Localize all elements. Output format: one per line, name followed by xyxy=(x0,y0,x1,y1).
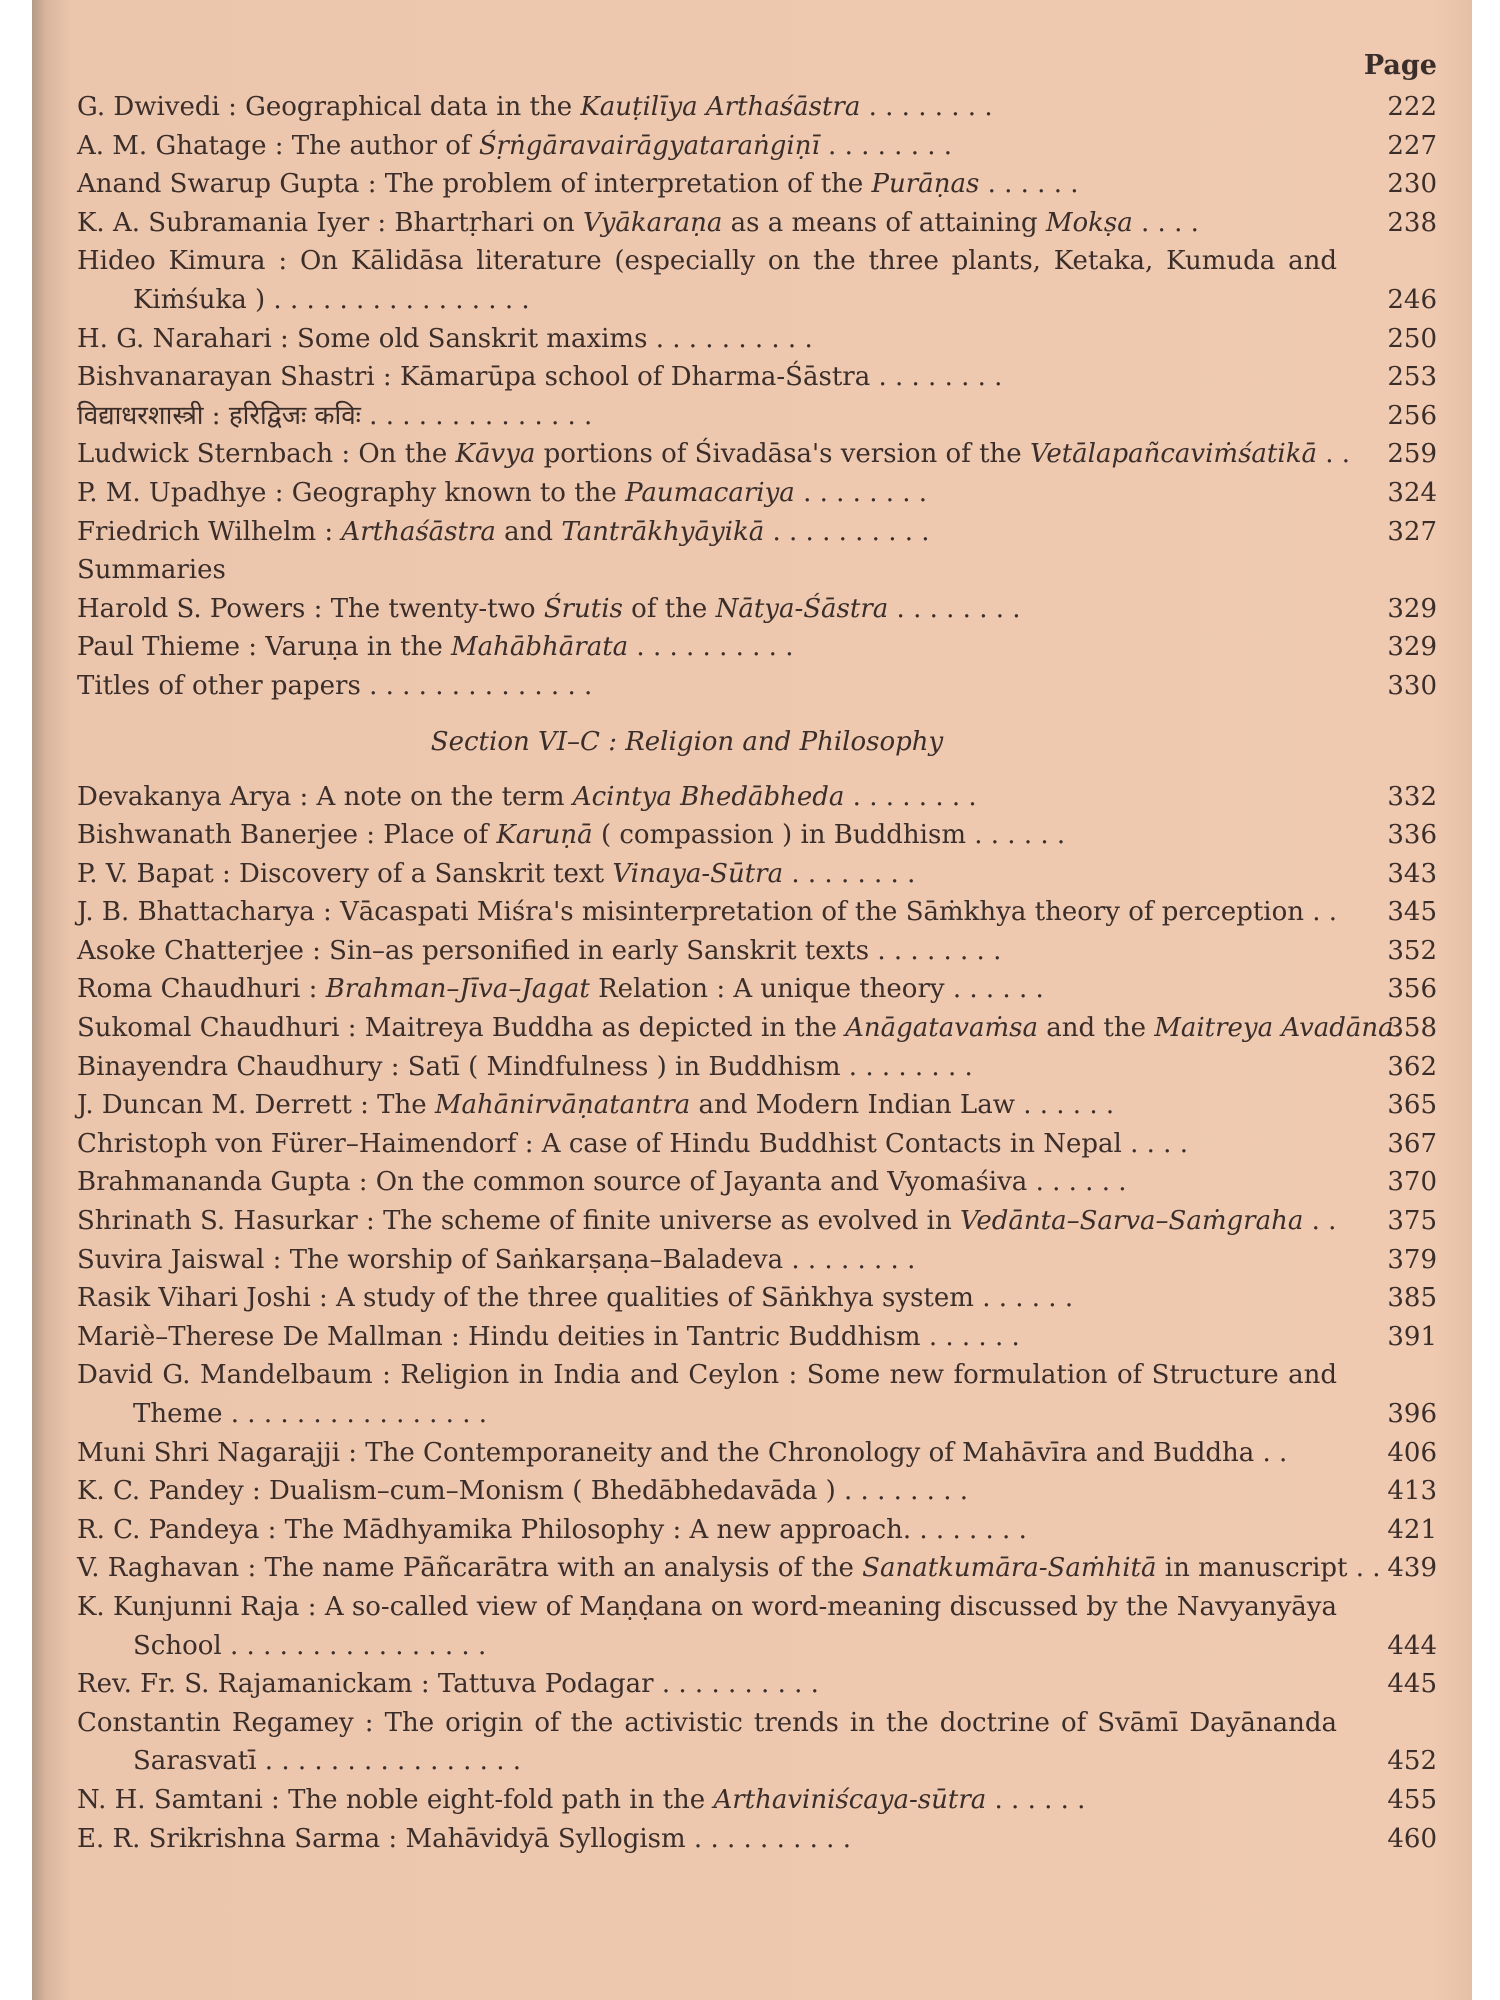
toc-page-number: 250 xyxy=(1387,323,1437,354)
text-segment: Asoke Chatterjee : Sin–as personified in early Sanskrit texts . . . . . . . . xyxy=(77,935,1002,966)
text-segment: David G. Mandelbaum : Religion in India and Ceylon : Some new formulation of Structure and xyxy=(77,1360,1337,1391)
toc-entry-title xyxy=(77,127,1337,166)
italic-title-segment: Maitreya Avadāna. xyxy=(1154,1013,1402,1044)
toc-entry xyxy=(77,628,1437,667)
toc-entry xyxy=(77,1241,1437,1280)
toc-entry xyxy=(77,204,1437,243)
toc-entry-title xyxy=(133,1627,1337,1666)
text-segment: . . . . xyxy=(1132,207,1199,238)
toc-entry xyxy=(77,281,1437,320)
text-segment: and Modern Indian Law . . . . . . xyxy=(690,1090,1115,1121)
toc-page-number: 455 xyxy=(1387,1784,1437,1815)
toc-entry-title xyxy=(77,1820,1337,1859)
toc-entry-title xyxy=(77,1318,1337,1357)
toc-entry xyxy=(77,165,1437,204)
text-segment: School . . . . . . . . . . . . . . . . xyxy=(133,1630,487,1661)
toc-page-number: 385 xyxy=(1387,1283,1437,1314)
toc-entry-title xyxy=(77,1048,1337,1087)
italic-title-segment: Arthaviniścaya-sūtra xyxy=(713,1784,987,1815)
toc-entry-title xyxy=(77,1704,1337,1743)
toc-entry xyxy=(77,358,1437,397)
toc-entry-title xyxy=(77,1279,1337,1318)
text-segment: K. Kunjunni Raja : A so-called view of Maṇḍana on word-meaning discussed by the Navyanyāya xyxy=(77,1591,1337,1622)
text-segment: K. C. Pandey : Dualism–cum–Monism ( Bhedābhedavāda ) . . . . . . . . xyxy=(77,1476,968,1507)
italic-title-segment: Vyākaraṇa xyxy=(583,207,723,238)
text-segment: Harold S. Powers : The twenty-two xyxy=(77,593,544,624)
toc-entry xyxy=(77,816,1437,855)
toc-entry-title xyxy=(77,165,1337,204)
toc-entry xyxy=(77,1781,1437,1820)
italic-title-segment: Purāṇas xyxy=(871,169,980,200)
toc-entry-title xyxy=(77,1125,1337,1164)
text-segment: P. V. Bapat : Discovery of a Sanskrit text xyxy=(77,858,613,889)
toc-entry xyxy=(77,1048,1437,1087)
italic-title-segment: Anāgatavaṁsa xyxy=(845,1013,1038,1044)
toc-entry-title xyxy=(77,1163,1337,1202)
toc-page-number: 421 xyxy=(1387,1514,1437,1545)
text-segment: Constantin Regamey : The origin of the activistic trends in the doctrine of Svāmī Dayānanda xyxy=(77,1707,1337,1738)
toc-entry-title xyxy=(77,435,1351,474)
toc-entry xyxy=(77,1163,1437,1202)
toc-page-number: 230 xyxy=(1387,169,1437,200)
toc-entry xyxy=(77,932,1437,971)
text-segment: V. Raghavan : The name Pāñcarātra with an analysis of the xyxy=(77,1553,863,1584)
italic-title-segment: Kāvya xyxy=(455,439,536,470)
toc-page-number: 375 xyxy=(1387,1206,1437,1237)
toc-page-number: 329 xyxy=(1387,632,1437,663)
italic-title-segment: Nātya-Śāstra xyxy=(715,593,889,624)
toc-entry-title xyxy=(77,1781,1337,1820)
toc-entry xyxy=(77,320,1437,359)
italic-title-segment: Vedānta–Sarva–Saṁgraha xyxy=(959,1206,1304,1237)
toc-entry-title xyxy=(77,88,1337,127)
italic-title-segment: Karuṇā xyxy=(496,820,593,851)
text-segment: Roma Chaudhuri : xyxy=(77,974,326,1005)
toc-entry xyxy=(77,1202,1437,1241)
toc-entry xyxy=(77,1511,1437,1550)
toc-entry-title xyxy=(77,855,1337,894)
text-segment: . . xyxy=(1303,1206,1337,1237)
text-segment: Bishwanath Banerjee : Place of xyxy=(77,820,497,851)
toc-entry-title xyxy=(77,1202,1337,1241)
text-segment: Devakanya Arya : A note on the term xyxy=(77,781,573,812)
toc-page-number: 253 xyxy=(1387,362,1437,393)
toc-entry-title xyxy=(77,1434,1337,1473)
italic-title-segment: Mahānirvāṇatantra xyxy=(434,1090,691,1121)
toc-entry-title xyxy=(77,242,1337,281)
text-segment: Anand Swarup Gupta : The problem of interpretation of the xyxy=(77,169,872,200)
toc-entry-title xyxy=(77,1588,1337,1627)
toc-page-number: 452 xyxy=(1387,1746,1437,1777)
toc-entry-title xyxy=(77,1549,1381,1588)
toc-entry xyxy=(77,590,1437,629)
toc-page-number: 329 xyxy=(1387,593,1437,624)
toc-entry xyxy=(77,1086,1437,1125)
text-segment: Muni Shri Nagarajji : The Contemporaneity and the Chronology of Mahāvīra and Buddha . . xyxy=(77,1437,1288,1468)
italic-title-segment: Brahman–Jīva–Jagat xyxy=(325,974,590,1005)
toc-page-number: 358 xyxy=(1387,1013,1437,1044)
toc-entry xyxy=(77,1009,1437,1048)
toc-page-number: 324 xyxy=(1387,477,1437,508)
toc-entry xyxy=(77,1742,1437,1781)
text-segment: P. M. Upadhye : Geography known to the xyxy=(77,477,626,508)
toc-entry-title xyxy=(77,320,1337,359)
toc-page-number: 352 xyxy=(1387,935,1437,966)
text-segment: Rasik Vihari Joshi : A study of the three qualities of Sāṅkhya system . . . . . . xyxy=(77,1283,1074,1314)
toc-page-number: 365 xyxy=(1387,1090,1437,1121)
text-segment: . . . . . . xyxy=(986,1784,1086,1815)
text-segment: E. R. Srikrishna Sarma : Mahāvidyā Syllogism . . . . . . . . . . xyxy=(77,1823,851,1854)
toc-page-number: 356 xyxy=(1387,974,1437,1005)
toc-page-number: 246 xyxy=(1387,284,1437,315)
italic-title-segment: Mahābhārata xyxy=(451,632,629,663)
text-segment: . . xyxy=(1316,439,1351,470)
toc-entry-title xyxy=(77,590,1337,629)
toc-page-number: 227 xyxy=(1387,130,1437,161)
toc-entry xyxy=(77,397,1437,436)
text-segment: Theme . . . . . . . . . . . . . . . . xyxy=(133,1399,487,1429)
toc-entry-title xyxy=(77,513,1337,552)
text-segment: portions of Śivadāsa's version of the xyxy=(535,439,1030,470)
italic-title-segment: Śrutis xyxy=(543,593,623,624)
text-segment: R. C. Pandeya : The Mādhyamika Philosophy : A new approach. . . . . . . . xyxy=(77,1514,1027,1545)
toc-entry xyxy=(77,1549,1437,1588)
toc-entry xyxy=(77,1356,1437,1395)
toc-entry-title xyxy=(77,1086,1337,1125)
toc-entry xyxy=(77,1318,1437,1357)
toc-entry xyxy=(77,242,1437,281)
toc-entry xyxy=(77,1434,1437,1473)
text-segment: Relation : A unique theory . . . . . . xyxy=(589,974,1044,1005)
toc-entry-title xyxy=(77,397,1337,436)
text-segment: Rev. Fr. S. Rajamanickam : Tattuva Podagar . . . . . . . . . . xyxy=(77,1669,819,1700)
text-segment: . . . . . . . . xyxy=(860,92,993,122)
text-segment: Titles of other papers . . . . . . . . . . . . . . xyxy=(77,670,593,701)
italic-title-segment: Paumacariya xyxy=(625,477,795,508)
toc-page-number: 439 xyxy=(1387,1553,1437,1584)
text-segment: as a means of attaining xyxy=(722,207,1046,238)
text-segment: K. A. Subramania Iyer : Bhartṛhari on xyxy=(77,207,584,238)
toc-entry xyxy=(77,667,1437,706)
toc-page-number: 406 xyxy=(1387,1437,1437,1468)
toc-entry-title xyxy=(133,1742,1337,1781)
text-segment: . . . . . . . . xyxy=(819,130,953,161)
text-segment: Shrinath S. Hasurkar : The scheme of finite universe as evolved in xyxy=(77,1206,960,1237)
toc-entry-title xyxy=(77,1241,1337,1280)
text-segment: Summaries xyxy=(77,555,226,586)
toc-entry-title xyxy=(77,1665,1337,1704)
toc-page-number: 460 xyxy=(1387,1823,1437,1854)
text-segment: . . . . . . . . . . xyxy=(628,632,794,663)
toc-entry xyxy=(77,970,1437,1009)
toc-entry-title xyxy=(77,667,1337,706)
toc-entry-title xyxy=(77,893,1337,932)
text-segment: Paul Thieme : Varuṇa in the xyxy=(77,632,452,663)
toc-page-number: 259 xyxy=(1387,439,1437,470)
toc-entry xyxy=(77,551,1437,590)
toc-list-section-c xyxy=(77,778,1437,1859)
text-segment: Sukomal Chaudhuri : Maitreya Buddha as depicted in the xyxy=(77,1013,846,1044)
toc-entry-title xyxy=(77,1511,1337,1550)
toc-entry-title xyxy=(77,1009,1402,1048)
text-segment: . . . . . . . . xyxy=(844,781,977,812)
text-segment: and xyxy=(495,516,562,547)
toc-page-number: 238 xyxy=(1387,207,1437,238)
toc-entry xyxy=(77,1820,1437,1859)
toc-entry xyxy=(77,1125,1437,1164)
toc-page-number: 362 xyxy=(1387,1051,1437,1082)
toc-page-number: 330 xyxy=(1387,670,1437,701)
italic-title-segment: Śṛṅgāravairāgyataraṅgiṇī xyxy=(478,130,820,161)
toc-page-number: 332 xyxy=(1387,781,1437,812)
page-column-header: Page xyxy=(1363,50,1437,81)
book-page xyxy=(32,0,1472,2000)
section-heading: Section VI–C : Religion and Philosophy xyxy=(430,726,944,757)
toc-page-number: 370 xyxy=(1387,1167,1437,1198)
text-segment: Ludwick Sternbach : On the xyxy=(77,439,456,470)
text-segment: of the xyxy=(622,593,716,624)
text-segment: G. Dwivedi : Geographical data in the xyxy=(77,92,581,122)
toc-page-number: 445 xyxy=(1387,1669,1437,1700)
toc-entry xyxy=(77,127,1437,166)
text-segment: A. M. Ghatage : The author of xyxy=(77,130,479,161)
toc-entry-title xyxy=(77,1356,1337,1395)
toc-entry xyxy=(77,435,1437,474)
toc-entry-title xyxy=(77,474,1337,513)
italic-title-segment: Kauṭilīya Arthaśāstra xyxy=(580,92,861,122)
italic-title-segment: Vetālapañcaviṁśatikā xyxy=(1029,439,1317,470)
toc-entry-title xyxy=(77,1472,1337,1511)
text-segment: Friedrich Wilhelm : xyxy=(77,516,342,547)
italic-title-segment: Tantrākhyāyikā xyxy=(561,516,765,547)
toc-page-number: 391 xyxy=(1387,1321,1437,1352)
toc-entry xyxy=(77,474,1437,513)
text-segment: . . . . . . . . xyxy=(794,477,928,508)
toc-entry xyxy=(77,1665,1437,1704)
toc-entry-title xyxy=(77,358,1337,397)
toc-entry xyxy=(77,1588,1437,1627)
text-segment: Mariè–Therese De Mallman : Hindu deities in Tantric Buddhism . . . . . . xyxy=(77,1321,1020,1352)
text-segment: . . . . . . . . xyxy=(783,858,916,889)
toc-entry xyxy=(77,88,1437,127)
toc-entry-title xyxy=(77,628,1337,667)
text-segment: Brahmananda Gupta : On the common source of Jayanta and Vyomaśiva . . . . . . xyxy=(77,1167,1127,1198)
text-segment: ( compassion ) in Buddhism . . . . . . xyxy=(592,820,1066,851)
text-segment: . . . . . . xyxy=(979,169,1079,200)
toc-page-number: 396 xyxy=(1387,1399,1437,1429)
toc-page-number: 336 xyxy=(1387,820,1437,851)
toc-entry-title xyxy=(77,816,1337,855)
toc-page-number: 345 xyxy=(1387,897,1437,928)
toc-page-number: 444 xyxy=(1387,1630,1437,1661)
text-segment: J. B. Bhattacharya : Vācaspati Miśra's misinterpretation of the Sāṁkhya theory of perception . . xyxy=(77,897,1338,928)
text-segment: Sarasvatī . . . . . . . . . . . . . . . . xyxy=(133,1746,522,1777)
italic-title-segment: Mokṣa xyxy=(1045,207,1133,238)
text-segment: in manuscript . . xyxy=(1156,1553,1381,1584)
toc-entry xyxy=(77,778,1437,817)
toc-entry-title xyxy=(77,778,1337,817)
toc-entry-title xyxy=(133,1395,1337,1434)
text-segment: Bishvanarayan Shastri : Kāmarūpa school of Dharma-Śāstra . . . . . . . . xyxy=(77,362,1003,393)
text-segment: and the xyxy=(1037,1013,1155,1044)
toc-entry xyxy=(77,893,1437,932)
toc-entry-title xyxy=(77,970,1337,1009)
italic-title-segment: Sanatkumāra-Saṁhitā xyxy=(862,1553,1157,1584)
text-segment: Christoph von Fürer–Haimendorf : A case of Hindu Buddhist Contacts in Nepal . . . . xyxy=(77,1128,1188,1159)
text-segment: Binayendra Chaudhury : Satī ( Mindfulness ) in Buddhism . . . . . . . . xyxy=(77,1051,973,1082)
toc-entry-title xyxy=(77,932,1337,971)
toc-entry xyxy=(77,1704,1437,1743)
toc-page-number: 367 xyxy=(1387,1128,1437,1159)
text-segment: . . . . . . . . . . xyxy=(764,516,930,547)
text-segment: विद्याधरशास्त्री : हरिद्विजः कविः . . . . . . . . . . . . . . xyxy=(77,400,593,431)
toc-page-number: 379 xyxy=(1387,1244,1437,1275)
text-segment: Kiṁśuka ) . . . . . . . . . . . . . . . . xyxy=(133,284,530,315)
toc-entry xyxy=(77,1472,1437,1511)
toc-entry-title xyxy=(77,551,1337,590)
toc-entry xyxy=(77,513,1437,552)
toc-page-number: 222 xyxy=(1387,92,1437,122)
text-segment: H. G. Narahari : Some old Sanskrit maxims . . . . . . . . . . xyxy=(77,323,813,354)
italic-title-segment: Arthaśāstra xyxy=(341,516,496,547)
text-segment: Hideo Kimura : On Kālidāsa literature (especially on the three plants, Ketaka, Kumuda and xyxy=(77,246,1337,277)
italic-title-segment: Vinaya-Sūtra xyxy=(612,858,784,889)
toc-page-number: 413 xyxy=(1387,1476,1437,1507)
toc-entry-title xyxy=(133,281,1337,320)
text-segment: Suvira Jaiswal : The worship of Saṅkarṣaṇa–Baladeva . . . . . . . . xyxy=(77,1244,916,1275)
table-of-contents xyxy=(77,50,1437,1858)
toc-entry xyxy=(77,855,1437,894)
toc-entry xyxy=(77,1395,1437,1434)
text-segment: J. Duncan M. Derrett : The xyxy=(77,1090,435,1121)
toc-page-number: 327 xyxy=(1387,516,1437,547)
toc-page-number: 343 xyxy=(1387,858,1437,889)
toc-page-number: 256 xyxy=(1387,400,1437,431)
text-segment: . . . . . . . . xyxy=(888,593,1021,624)
italic-title-segment: Acintya Bhedābheda xyxy=(572,781,845,812)
toc-entry xyxy=(77,1279,1437,1318)
text-segment: N. H. Samtani : The noble eight-fold path in the xyxy=(77,1784,714,1815)
toc-list-section-b xyxy=(77,88,1437,706)
toc-entry xyxy=(77,1627,1437,1666)
toc-entry-title xyxy=(77,204,1337,243)
